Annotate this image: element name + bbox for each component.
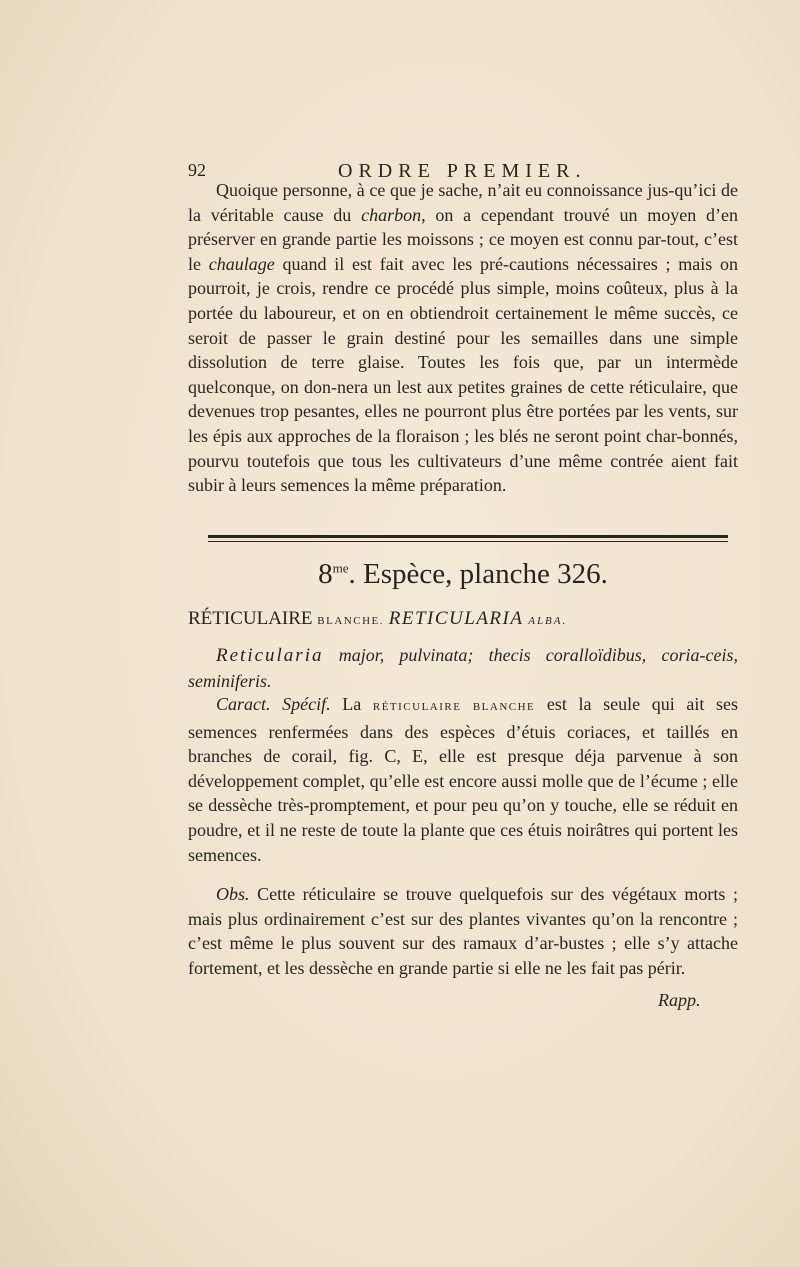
synonymy-description: major, pulvinata; thecis coralloïdibus, coria-ceis, seminiferis. — [188, 645, 738, 691]
obs-label: Obs. — [216, 884, 250, 904]
section-divider-thick — [208, 535, 728, 538]
caract-species-name: RÉTICULAIRE BLANCHE — [372, 701, 536, 713]
intro-text-3: quand il est fait avec les pré-cautions nécessaires ; mais on pourroit, je crois, rendre ce procédé plus simple, moins coûteux, plus à la portée du laboureur, et on en obtiendroit certainement le même succès, ce seroit de passer le grain destiné pour les semailles dans une simple dissolution de terre glaise. Toutes les fois que, par un intermède quelconque, on don-nera un lest aux petites graines de cette réticulaire, que devenues trop pesantes, elles ne pourront plus être portées par les vents, sur les épis aux approches de la floraison ; les blés ne seront point char-bonnés, pourvu toutefois que tous les cultivateurs d’une même contrée aient fait subir à leurs semences la même préparation. — [188, 253, 738, 496]
section-number: 8 — [318, 558, 333, 590]
caract-paragraph — [188, 692, 738, 867]
author-signature: Rapp. — [658, 990, 701, 1010]
intro-text-1: Quoique personne, à ce que je sache, n’ait eu connoissance jus-qu’ici de la véritable cause du — [188, 180, 738, 225]
species-latin-name: RETICULARIA — [388, 608, 524, 629]
page-number: 92 — [188, 160, 206, 180]
species-french-name: RÉTICULAIRE — [188, 608, 313, 629]
species-title — [188, 608, 738, 630]
term-chaulage: chaulage — [208, 253, 275, 274]
species-french-epithet: BLANCHE. — [317, 615, 384, 627]
section-divider-thin — [208, 541, 728, 542]
caract-label: Caract. Spécif. — [216, 694, 331, 714]
caract-intro: La — [330, 694, 373, 714]
term-charbon: charbon — [361, 204, 422, 225]
intro-paragraph — [188, 178, 738, 498]
species-latin-epithet: ALBA. — [528, 615, 568, 627]
caract-text: est la seule qui ait ses semences renfermées dans des espèces d’étuis coriaces, et taillés en branches de corail, fig. C, E, elle est presque déja parvenue à son développement complet, qu’elle est encore aussi molle que de l’écume ; elle se dessèche très-promptement, et pour peu qu’on y touche, elle se réduit en poudre, et il ne reste de toute la plante que ces étuis noirâtres qui portent les semences. — [188, 694, 739, 865]
obs-paragraph — [188, 882, 738, 980]
synonymy-paragraph — [188, 643, 738, 693]
intro-text-2: , on a cependant trouvé un moyen d’en préserver en grande partie les moissons ; ce moyen est connu par-tout, c’est le — [188, 204, 738, 274]
section-heading-text: . Espèce, planche 326. — [348, 558, 608, 590]
obs-text: Cette réticulaire se trouve quelquefois sur des végétaux morts ; mais plus ordinairement c’est sur des plantes vivantes qu’on la rencontre ; c’est même le plus souvent sur des ramaux d’ar-bustes ; elle s’y attache fortement, et les dessèche en grande partie si elle ne les fait pas périr. — [188, 884, 738, 978]
section-heading — [188, 558, 738, 591]
running-title: ORDRE PREMIER. — [338, 160, 587, 182]
section-ordinal: me — [332, 560, 349, 576]
synonymy-genus: Reticularia — [216, 645, 324, 666]
